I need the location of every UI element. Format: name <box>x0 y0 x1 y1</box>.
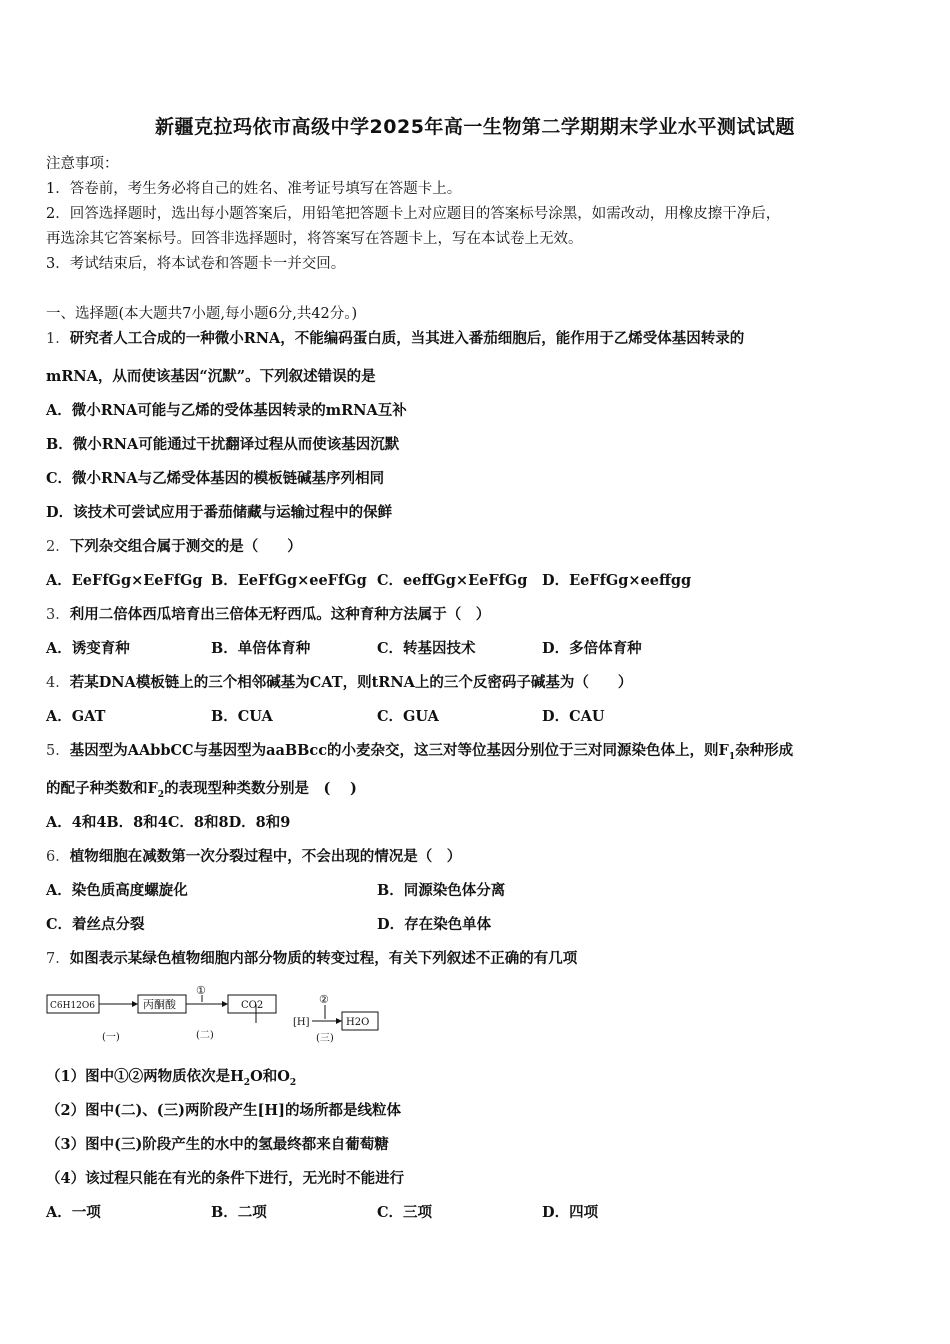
notice-item-3: 3．考试结束后，将本试卷和答题卡一并交回。 <box>46 256 346 272</box>
stage-2-label: (二) <box>196 1030 214 1041</box>
q5-f2-sub: 2 <box>157 789 165 800</box>
q5-stem-line1a: 基因型为AAbbCC与基因型为aaBBcc的小麦杂交，这三对等位基因分别位于三对同源染色体上，则F <box>69 742 729 759</box>
q5-stem-line2b: 的表现型种类数分别是 ( ) <box>164 780 357 797</box>
q4-option-b: B．CUA <box>211 708 273 725</box>
q1-option-a: A．微小RNA可能与乙烯的受体基因转录的mRNA互补 <box>46 402 407 419</box>
stage-3-label: (三) <box>316 1033 334 1044</box>
stage-1-label: (一) <box>102 1032 120 1043</box>
q1-option-b: B．微小RNA可能通过干扰翻译过程从而使该基因沉默 <box>46 436 400 453</box>
q7-number: 7． <box>46 951 70 967</box>
q6-option-b: B．同源染色体分离 <box>377 882 506 899</box>
q5-stem-line1b: 杂种形成 <box>735 742 794 759</box>
q2-option-a: A．EeFfGg×EeFfGg <box>46 572 203 589</box>
q5-number: 5． <box>46 743 70 759</box>
q6-number: 6． <box>46 849 70 865</box>
q3-stem <box>46 603 490 624</box>
q7-s1-sub: 2 <box>243 1077 251 1088</box>
q6-stem-text: 植物细胞在减数第一次分裂过程中，不会出现的情况是（ ） <box>69 848 462 865</box>
q1-stem-line2: mRNA，从而使该基因“沉默”。下列叙述错误的是 <box>46 368 376 385</box>
respiration-diagram <box>46 985 386 1045</box>
q7-statement-2: （2）图中(二)、(三)两阶段产生[H]的场所都是线粒体 <box>46 1102 401 1119</box>
page-title: 新疆克拉玛依市高级中学2025年高一生物第二学期期末学业水平测试试题 <box>155 116 795 138</box>
q1-option-d: D．该技术可尝试应用于番茄储藏与运输过程中的保鲜 <box>46 504 393 521</box>
q7-option-b: B．二项 <box>211 1204 267 1221</box>
q7-s1-text-b: O和O <box>250 1068 290 1085</box>
q4-option-c: C．GUA <box>377 708 439 725</box>
q2-option-d: D．EeFfGg×eeffgg <box>542 572 692 589</box>
q7-s1-sub2: 2 <box>289 1077 297 1088</box>
q4-option-a: A．GAT <box>46 708 106 725</box>
q3-number: 3． <box>46 607 70 623</box>
mark-2-label: ② <box>319 993 329 1006</box>
pyruvate-label: 丙酮酸 <box>143 998 176 1011</box>
q6-stem <box>46 845 461 866</box>
section-heading: 一、选择题(本大题共7小题,每小题6分,共42分。) <box>46 306 358 322</box>
q2-number: 2． <box>46 539 70 555</box>
q7-statement-3: （3）图中(三)阶段产生的水中的氢最终都来自葡萄糖 <box>46 1136 389 1153</box>
q5-stem-line2a: 的配子种类数和F <box>46 780 158 797</box>
q5-f1-sub: 1 <box>728 751 736 762</box>
q6-option-c: C．着丝点分裂 <box>46 916 145 933</box>
q7-option-c: C．三项 <box>377 1204 433 1221</box>
q2-option-b: B．EeFfGg×eeFfGg <box>211 572 367 589</box>
q6-option-d: D．存在染色单体 <box>377 916 492 933</box>
mark-1-label: ① <box>196 985 206 997</box>
q1-stem <box>46 327 744 348</box>
q7-option-a: A．一项 <box>46 1204 101 1221</box>
glucose-label: C6H12O6 <box>50 1001 96 1011</box>
q7-statement-4: （4）该过程只能在有光的条件下进行，无光时不能进行 <box>46 1170 405 1187</box>
q1-option-c: C．微小RNA与乙烯受体基因的模板链碱基序列相同 <box>46 470 385 487</box>
q7-s1-text: （1）图中①②两物质依次是H <box>46 1068 244 1085</box>
q5-stem-line2 <box>46 777 357 800</box>
notice-item-1: 1．答卷前，考生务必将自己的姓名、准考证号填写在答题卡上。 <box>46 181 462 197</box>
q7-statement-1 <box>46 1065 296 1088</box>
q4-option-d: D．CAU <box>542 708 605 725</box>
q7-option-d: D．四项 <box>542 1204 599 1221</box>
q5-stem <box>46 739 793 762</box>
q3-option-b: B．单倍体育种 <box>211 640 311 657</box>
q3-stem-text: 利用二倍体西瓜培育出三倍体无籽西瓜。这种育种方法属于（ ） <box>69 606 491 623</box>
q7-stem <box>46 947 577 968</box>
q1-stem-line1: 研究者人工合成的一种微小RNA，不能编码蛋白质，当其进入番茄细胞后，能作用于乙烯受体基因转录的 <box>69 330 745 347</box>
h2o-label: H2O <box>346 1017 370 1028</box>
notice-item-2: 2．回答选择题时，选出每小题答案后，用铅笔把答题卡上对应题目的答案标号涂黑，如需改动，用橡皮擦干净后， <box>46 206 781 222</box>
q1-number: 1． <box>46 331 70 347</box>
notice-heading: 注意事项： <box>46 156 119 172</box>
q3-option-d: D．多倍体育种 <box>542 640 642 657</box>
arrow-1-head <box>132 1001 138 1007</box>
notice-item-2-cont: 再选涂其它答案标号。回答非选择题时，将答案写在答题卡上，写在本试卷上无效。 <box>46 231 583 247</box>
q5-options: A．4和4B．8和4C．8和8D．8和9 <box>46 814 291 831</box>
q6-option-a: A．染色质高度螺旋化 <box>46 882 188 899</box>
q2-stem <box>46 535 302 556</box>
arrow-2-head <box>222 1001 228 1007</box>
q3-option-c: C．转基因技术 <box>377 640 476 657</box>
arrow-3-head <box>336 1018 342 1024</box>
q3-option-a: A．诱变育种 <box>46 640 130 657</box>
q7-stem-text: 如图表示某绿色植物细胞内部分物质的转变过程，有关下列叙述不正确的有几项 <box>69 950 578 967</box>
q4-stem <box>46 671 632 692</box>
q2-stem-text: 下列杂交组合属于测交的是（ ） <box>69 538 302 555</box>
q4-number: 4． <box>46 675 70 691</box>
h-label: [H] <box>293 1017 310 1028</box>
q4-stem-text: 若某DNA模板链上的三个相邻碱基为CAT，则tRNA上的三个反密码子碱基为（ ） <box>69 674 633 691</box>
q2-option-c: C．eeffGg×EeFfGg <box>377 572 528 589</box>
co2-label: CO2 <box>241 1000 264 1011</box>
